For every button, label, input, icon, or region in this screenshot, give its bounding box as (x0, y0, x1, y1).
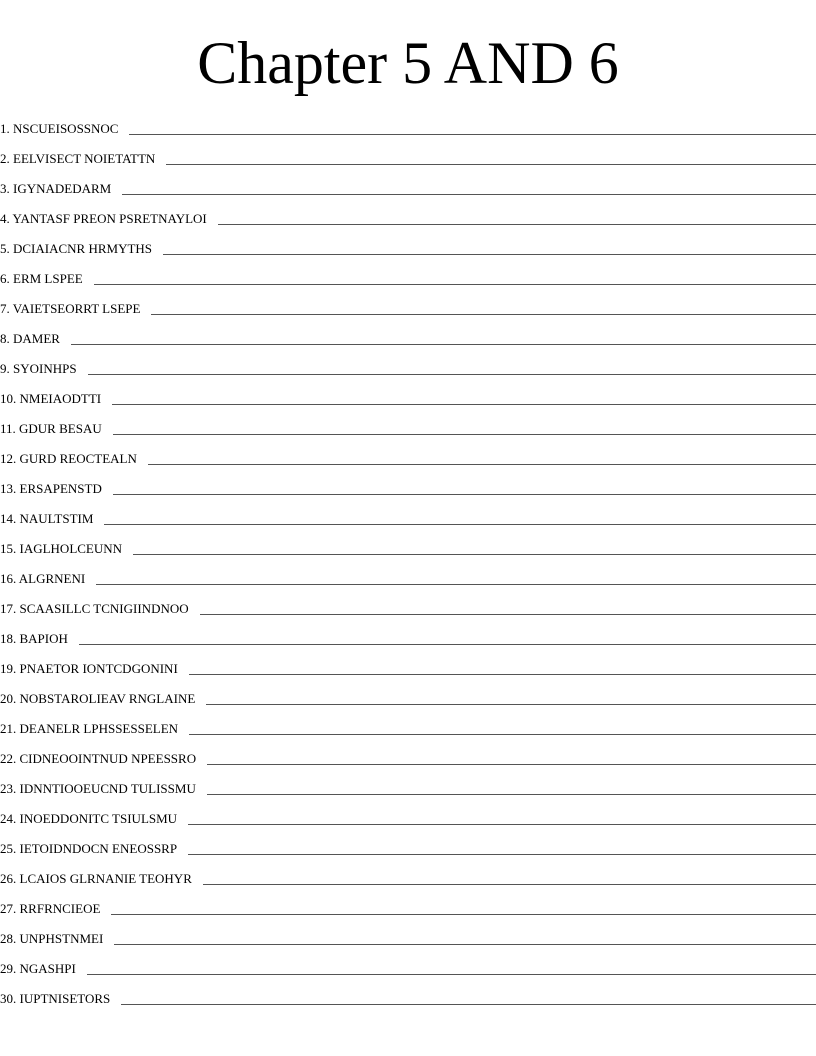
scrambled-word: 25. IETOIDNDOCN ENEOSSRP (0, 841, 178, 856)
scrambled-word: 23. IDNNTIOOEUCND TULISSMU (0, 781, 196, 796)
scrambled-word: 7. VAIETSEORRT LSEPE (0, 301, 141, 316)
answer-line (113, 494, 816, 495)
answer-line (96, 584, 816, 585)
scrambled-word: 15. IAGLHOLCEUNN (0, 541, 123, 556)
scrambled-word: 13. ERSAPENSTD (0, 481, 102, 496)
list-item (0, 500, 816, 530)
scrambled-word: 19. PNAETOR IONTCDGONINI (0, 661, 178, 676)
scrambled-word: 24. INOEDDONITC TSIULSMU (0, 811, 178, 826)
list-item (0, 230, 816, 260)
list-item (0, 920, 816, 950)
scrambled-word: 20. NOBSTAROLIEAV RNGLAINE (0, 691, 196, 706)
scrambled-word: 17. SCAASILLC TCNIGIINDNOO (0, 601, 189, 616)
answer-line (148, 464, 816, 465)
scrambled-word: 2. EELVISECT NOIETATTN (0, 151, 156, 166)
scrambled-word: 12. GURD REOCTEALN (0, 451, 137, 466)
scrambled-word: 10. NMEIAODTTI (0, 391, 102, 406)
scrambled-word: 5. DCIAIACNR HRMYTHS (0, 241, 153, 256)
answer-line (104, 524, 816, 525)
list-item (0, 380, 816, 410)
scrambled-word: 9. SYOINHPS (0, 361, 77, 376)
answer-line (151, 314, 816, 315)
scrambled-word: 1. NSCUEISOSSNOC (0, 121, 119, 136)
answer-line (206, 704, 816, 705)
scrambled-word: 21. DEANELR LPHSSESSELEN (0, 721, 179, 736)
answer-line (189, 674, 816, 675)
list-item (0, 680, 816, 710)
answer-line (207, 794, 816, 795)
list-item (0, 470, 816, 500)
list-item (0, 350, 816, 380)
answer-line (203, 884, 816, 885)
scrambled-word: 22. CIDNEOOINTNUD NPEESSRO (0, 751, 197, 766)
answer-line (121, 1004, 816, 1005)
page-title: Chapter 5 AND 6 (197, 30, 619, 96)
answer-line (71, 344, 816, 345)
scrambled-word: 11. GDUR BESAU (0, 421, 102, 436)
answer-line (188, 824, 816, 825)
answer-line (94, 284, 816, 285)
answer-line (188, 854, 816, 855)
answer-line (166, 164, 816, 165)
list-item (0, 950, 816, 980)
list-item (0, 440, 816, 470)
scrambled-word: 29. NGASHPI (0, 961, 76, 976)
list-item (0, 200, 816, 230)
scrambled-word: 8. DAMER (0, 331, 60, 346)
list-item (0, 170, 816, 200)
scrambled-word: 4. YANTASF PREON PSRETNAYLOI (0, 211, 207, 226)
scrambled-word: 28. UNPHSTNMEI (0, 931, 104, 946)
list-item (0, 140, 816, 170)
answer-line (122, 194, 816, 195)
answer-line (87, 974, 816, 975)
list-item (0, 860, 816, 890)
list-item (0, 320, 816, 350)
list-item (0, 890, 816, 920)
scrambled-word: 3. IGYNADEDARM (0, 181, 112, 196)
answer-line (133, 554, 816, 555)
list-item (0, 590, 816, 620)
answer-line (88, 374, 816, 375)
answer-line (114, 944, 816, 945)
list-item (0, 800, 816, 830)
list-item (0, 740, 816, 770)
answer-line (218, 224, 816, 225)
scrambled-word: 16. ALGRNENI (0, 571, 86, 586)
scrambled-word: 18. BAPIOH (0, 631, 68, 646)
answer-line (189, 734, 816, 735)
answer-line (207, 764, 816, 765)
list-item (0, 530, 816, 560)
scrambled-word: 14. NAULTSTIM (0, 511, 94, 526)
scrambled-word: 26. LCAIOS GLRNANIE TEOHYR (0, 871, 192, 886)
scrambled-word: 27. RRFRNCIEOE (0, 901, 101, 916)
list-item (0, 110, 816, 140)
list-item (0, 830, 816, 860)
list-item (0, 980, 816, 1010)
list-item (0, 290, 816, 320)
list-item (0, 560, 816, 590)
answer-line (200, 614, 816, 615)
answer-line (112, 404, 816, 405)
answer-line (163, 254, 816, 255)
list-item (0, 410, 816, 440)
list-item (0, 620, 816, 650)
answer-line (111, 914, 816, 915)
answer-line (129, 134, 816, 135)
scramble-list (0, 110, 816, 1010)
list-item (0, 710, 816, 740)
list-item (0, 650, 816, 680)
list-item (0, 770, 816, 800)
answer-line (79, 644, 816, 645)
scrambled-word: 6. ERM LSPEE (0, 271, 83, 286)
scrambled-word: 30. IUPTNISETORS (0, 991, 111, 1006)
list-item (0, 260, 816, 290)
answer-line (113, 434, 816, 435)
